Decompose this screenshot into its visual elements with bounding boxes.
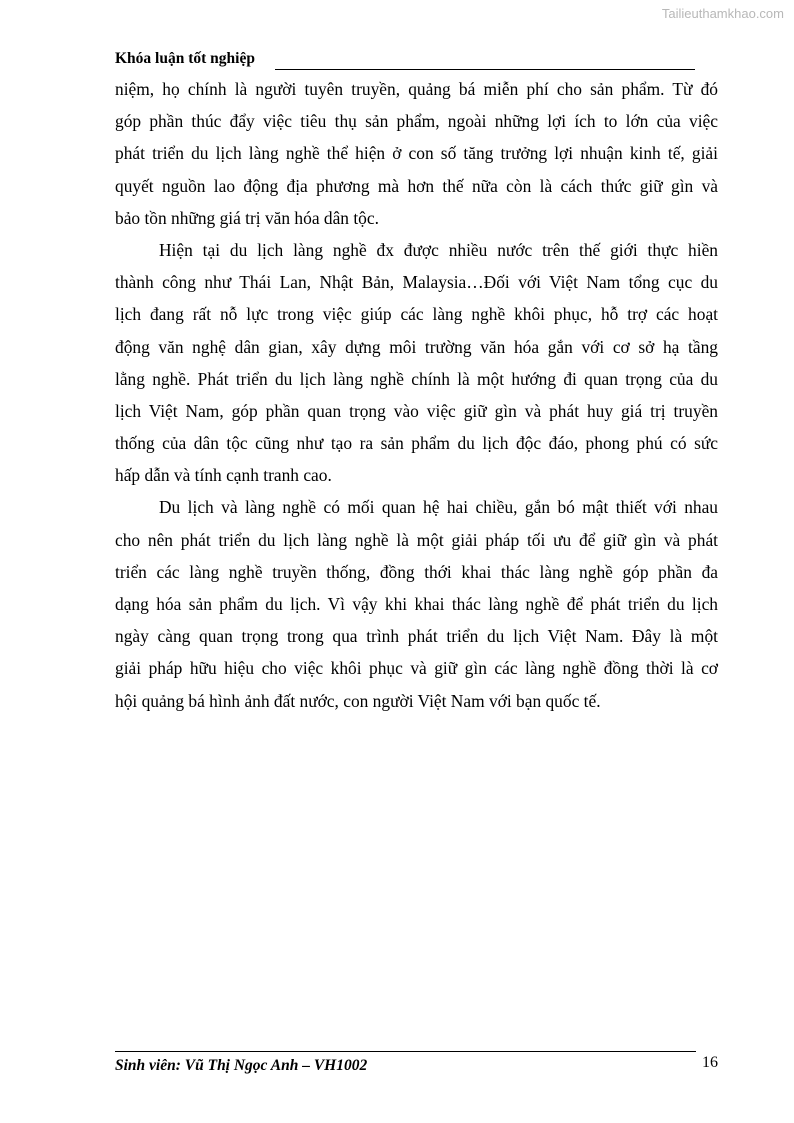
body-text: [115, 73, 718, 717]
text-line: hấp dẫn và tính cạnh tranh cao.: [115, 465, 332, 486]
header-divider: [275, 69, 695, 70]
text-line: lằng nghề. Phát triển du lịch làng nghề chính là một hướng đi quan trọng của du: [115, 368, 718, 389]
text-line: Hiện tại du lịch làng nghề đx được nhiều nước trên thế giới thực hiền: [159, 239, 718, 260]
text-line: lịch Việt Nam, góp phần quan trọng vào việc giữ gìn và phát huy giá trị truyền: [115, 400, 718, 421]
text-line: góp phần thúc đẩy việc tiêu thụ sản phẩm, ngoài những lợi ích to lớn của việc: [115, 111, 718, 132]
text-line: bảo tồn những giá trị văn hóa dân tộc.: [115, 207, 379, 228]
paragraph: [115, 491, 718, 716]
text-line: quyết nguồn lao động địa phương mà hơn thế nữa còn là cách thức giữ gìn và: [115, 175, 718, 196]
text-line: ngày càng quan trọng trong qua trình phát triển du lịch Việt Nam. Đây là một: [115, 626, 718, 647]
footer-divider: [115, 1051, 696, 1052]
watermark: Tailieuthamkhao.com: [661, 6, 784, 21]
text-line: Du lịch và làng nghề có mối quan hệ hai chiều, gắn bó mật thiết với nhau: [159, 497, 718, 518]
text-line: thống của dân tộc cũng như tạo ra sản phẩm du lịch độc đáo, phong phú có sức: [115, 433, 718, 454]
text-line: lịch đang rất nỗ lực trong việc giúp các làng nghề khôi phục, hỗ trợ các hoạt: [115, 304, 718, 325]
text-line: động văn nghệ dân gian, xây dựng môi trường văn hóa gắn với cơ sở hạ tầng: [115, 336, 718, 357]
text-line: cho nên phát triển du lịch làng nghề là một giải pháp tối ưu để giữ gìn và phát: [115, 529, 718, 550]
text-line: triển các làng nghề truyền thống, đồng thới khai thác làng nghề góp phần đa: [115, 561, 718, 582]
paragraph: [115, 73, 718, 234]
text-line: dạng hóa sản phẩm du lịch. Vì vậy khi khai thác làng nghề để phát triển du lịch: [115, 594, 718, 614]
page-header: [115, 50, 695, 68]
text-line: niệm, họ chính là người tuyên truyền, quảng bá miễn phí cho sản phẩm. Từ đó: [115, 79, 718, 99]
text-line: giải pháp hữu hiệu cho việc khôi phục và giữ gìn các làng nghề đồng thời là cơ: [115, 658, 718, 679]
footer-author: Sinh viên: Vũ Thị Ngọc Anh – VH1002: [115, 1057, 368, 1074]
text-line: hội quảng bá hình ảnh đất nước, con người Việt Nam với bạn quốc tế.: [115, 690, 601, 711]
text-line: thành công như Thái Lan, Nhật Bản, Malaysia…Đối với Việt Nam tổng cục du: [115, 272, 718, 293]
page-number: 16: [702, 1054, 718, 1071]
header-title: Khóa luận tốt nghiệp: [115, 50, 255, 67]
text-line: phát triển du lịch làng nghề thể hiện ở con số tăng trưởng lợi nhuận kinh tế, giải: [115, 143, 718, 164]
paragraph: [115, 234, 718, 492]
